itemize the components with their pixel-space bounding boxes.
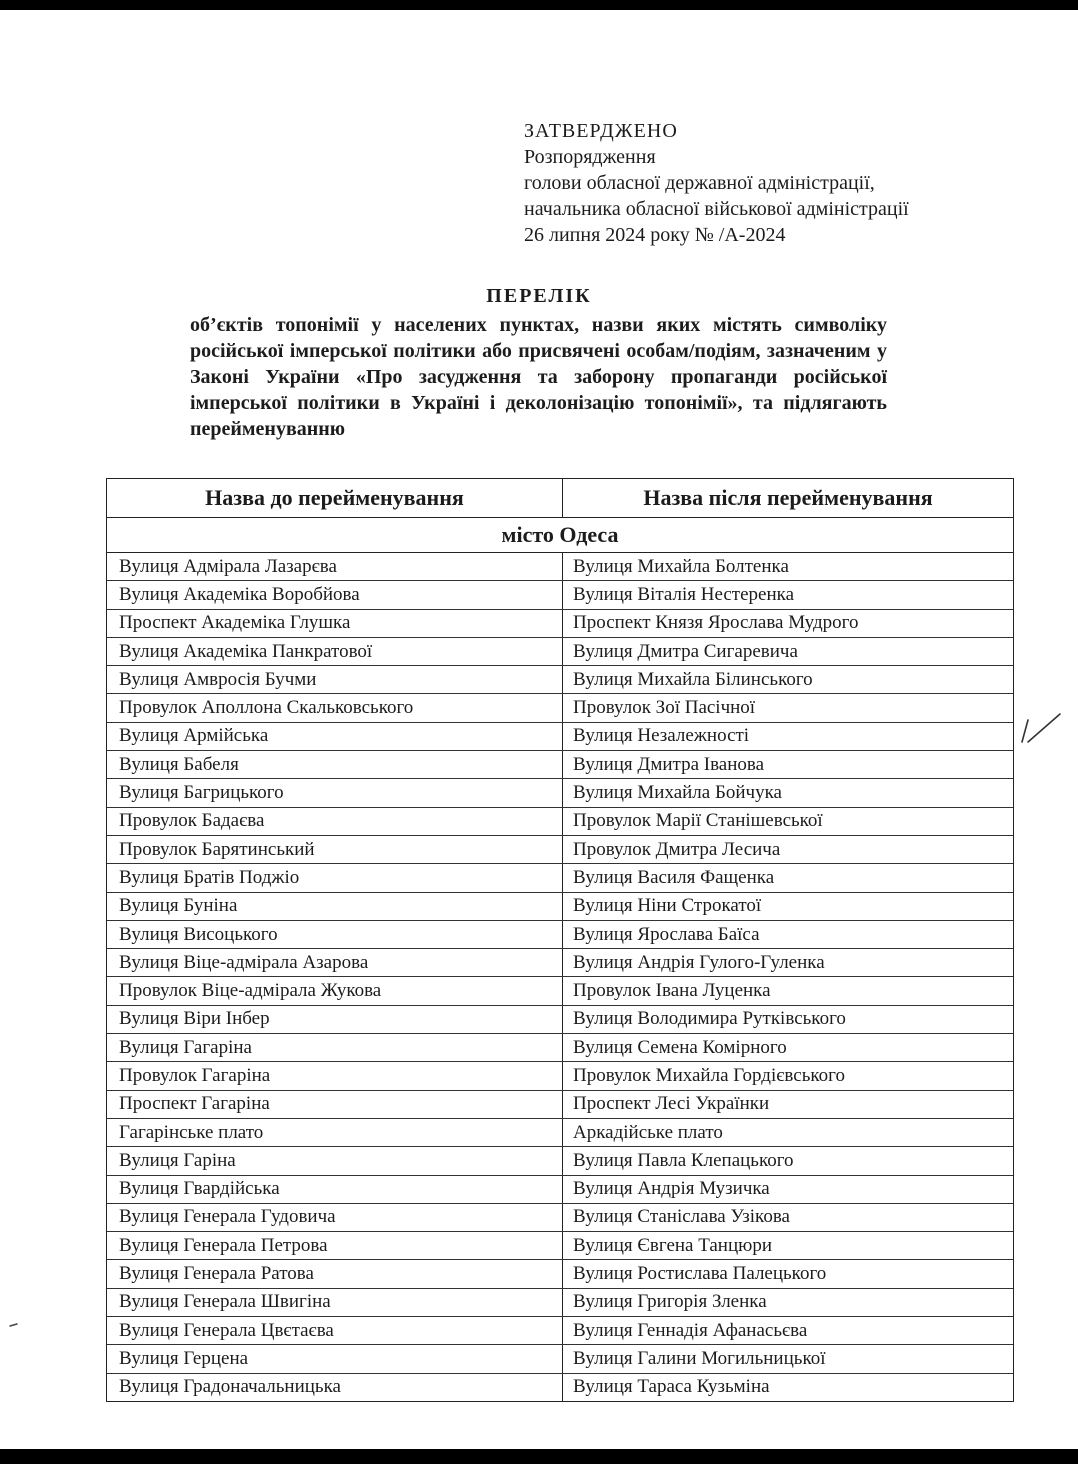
new-name-cell: Вулиця Віталія Нестеренка [573, 583, 795, 605]
city-section-header: місто Одеса [107, 518, 1013, 553]
old-name-cell: Вулиця Буніна [107, 893, 563, 920]
table-row [107, 610, 1013, 638]
approval-line: голови обласної державної адміністрації, [524, 172, 875, 194]
old-name-cell: Вулиця Віце-адмірала Азарова [107, 949, 563, 976]
table-row [107, 638, 1013, 666]
old-name-cell: Вулиця Віри Інбер [107, 1006, 563, 1033]
new-name-cell: Вулиця Геннадія Афанасьєва [573, 1319, 808, 1341]
table-row [107, 893, 1013, 921]
bottom-scan-border [0, 1449, 1078, 1464]
table-row [107, 1232, 1013, 1260]
old-name-cell: Вулиця Висоцького [107, 921, 563, 948]
table-row [107, 864, 1013, 892]
old-name-cell: Вулиця Адмірала Лазарєва [107, 553, 563, 580]
table-row [107, 949, 1013, 977]
document-description: об’єктів топонімії у населених пунктах, назви яких містять символіку російської імперської політики або присвячені особам/подіям, зазначеним у Законі України «Про засудження та заборону пропаганди російської імперської політики в Україні і деколонізацію топонімії», та підлягають перейменуванню [190, 314, 887, 440]
new-name-cell: Аркадійське плато [573, 1121, 723, 1143]
table-row [107, 1317, 1013, 1345]
table-row [107, 666, 1013, 694]
new-name-cell: Вулиця Павла Клепацького [573, 1149, 794, 1171]
new-name-cell: Вулиця Михайла Білинського [573, 668, 813, 690]
table-row [107, 1034, 1013, 1062]
table-row [107, 1374, 1013, 1401]
table-row [107, 694, 1013, 722]
table-row [107, 723, 1013, 751]
table-row [107, 1204, 1013, 1232]
new-name-cell: Проспект Князя Ярослава Мудрого [573, 612, 859, 634]
renaming-table [106, 478, 1014, 1402]
new-name-cell: Вулиця Володимира Рутківського [573, 1008, 846, 1030]
table-row [107, 1345, 1013, 1373]
new-name-cell: Провулок Марії Станішевської [573, 810, 823, 832]
new-name-cell: Вулиця Ярослава Баїса [573, 923, 760, 945]
new-name-cell: Проспект Лесі Українки [573, 1093, 770, 1115]
old-name-cell: Провулок Барятинський [107, 836, 563, 863]
table-row [107, 977, 1013, 1005]
old-name-cell: Вулиця Генерала Петрова [107, 1232, 563, 1259]
new-name-cell: Вулиця Тараса Кузьміна [573, 1376, 770, 1398]
new-name-cell: Вулиця Михайла Бойчука [573, 782, 782, 804]
table-row [107, 751, 1013, 779]
old-name-cell: Гагарінське плато [107, 1119, 563, 1146]
table-row [107, 836, 1013, 864]
old-name-cell: Вулиця Академіка Воробйова [107, 581, 563, 608]
table-row [107, 1260, 1013, 1288]
table-row [107, 1006, 1013, 1034]
old-name-cell: Вулиця Академіка Панкратової [107, 638, 563, 665]
old-name-cell: Провулок Бадаєва [107, 808, 563, 835]
header-new-name: Назва після перейменування [643, 485, 933, 510]
old-name-cell: Вулиця Гвардійська [107, 1176, 563, 1203]
header-old-name: Назва до перейменування [107, 479, 563, 517]
new-name-cell: Провулок Михайла Гордієвського [573, 1064, 845, 1086]
old-name-cell: Провулок Аполлона Скальковського [107, 694, 563, 721]
old-name-cell: Вулиця Амвросія Бучми [107, 666, 563, 693]
old-name-cell: Вулиця Багрицького [107, 779, 563, 806]
old-name-cell: Вулиця Генерала Гудовича [107, 1204, 563, 1231]
table-body [107, 553, 1013, 1401]
approval-line: Розпорядження [524, 146, 656, 168]
old-name-cell: Вулиця Градоначальницька [107, 1374, 563, 1401]
new-name-cell: Вулиця Станіслава Узікова [573, 1206, 790, 1228]
new-name-cell: Вулиця Дмитра Іванова [573, 753, 765, 775]
new-name-cell: Вулиця Семена Комірного [573, 1036, 787, 1058]
old-name-cell: Провулок Віце-адмірала Жукова [107, 977, 563, 1004]
table-row [107, 553, 1013, 581]
table-row [107, 1147, 1013, 1175]
document-title: ПЕРЕЛІК [486, 285, 592, 307]
old-name-cell: Вулиця Бабеля [107, 751, 563, 778]
new-name-cell: Вулиця Ніни Строкатої [573, 895, 762, 917]
new-name-cell: Вулиця Михайла Болтенка [573, 555, 789, 577]
new-name-cell: Провулок Івана Луценка [573, 980, 771, 1002]
table-row [107, 1119, 1013, 1147]
new-name-cell: Провулок Дмитра Лесича [573, 838, 781, 860]
table-row [107, 921, 1013, 949]
table-row [107, 808, 1013, 836]
new-name-cell: Вулиця Галини Могильницької [573, 1347, 826, 1369]
scan-speck [9, 1322, 19, 1328]
table-row [107, 779, 1013, 807]
old-name-cell: Вулиця Армійська [107, 723, 563, 750]
old-name-cell: Проспект Академіка Глушка [107, 610, 563, 637]
approval-line: начальника обласної військової адміністрації [524, 198, 909, 220]
old-name-cell: Вулиця Герцена [107, 1345, 563, 1372]
old-name-cell: Проспект Гагаріна [107, 1091, 563, 1118]
old-name-cell: Вулиця Братів Поджіо [107, 864, 563, 891]
approval-line: 26 липня 2024 року № /А-2024 [524, 224, 786, 246]
new-name-cell: Вулиця Андрія Гулого-Гуленка [573, 951, 825, 973]
handwritten-check-icon [1018, 712, 1062, 746]
new-name-cell: Вулиця Андрія Музичка [573, 1178, 770, 1200]
old-name-cell: Вулиця Генерала Ратова [107, 1260, 563, 1287]
table-row [107, 1062, 1013, 1090]
new-name-cell: Вулиця Ростислава Палецького [573, 1263, 827, 1285]
table-row [107, 581, 1013, 609]
old-name-cell: Вулиця Генерала Швигіна [107, 1289, 563, 1316]
new-name-cell: Вулиця Григорія Зленка [573, 1291, 767, 1313]
new-name-cell: Вулиця Євгена Танцюри [573, 1234, 772, 1256]
top-scan-border [0, 0, 1078, 10]
new-name-cell: Вулиця Дмитра Сигаревича [573, 640, 798, 662]
table-row [107, 1176, 1013, 1204]
new-name-cell: Вулиця Незалежності [573, 725, 750, 747]
approval-title: ЗАТВЕРДЖЕНО [524, 120, 678, 142]
table-row [107, 1091, 1013, 1119]
table-row [107, 1289, 1013, 1317]
table-header [107, 479, 1013, 518]
old-name-cell: Провулок Гагаріна [107, 1062, 563, 1089]
approval-block [524, 118, 909, 248]
old-name-cell: Вулиця Гагаріна [107, 1034, 563, 1061]
old-name-cell: Вулиця Гаріна [107, 1147, 563, 1174]
new-name-cell: Вулиця Василя Фащенка [573, 866, 775, 888]
new-name-cell: Провулок Зої Пасічної [573, 697, 756, 719]
old-name-cell: Вулиця Генерала Цвєтаєва [107, 1317, 563, 1344]
